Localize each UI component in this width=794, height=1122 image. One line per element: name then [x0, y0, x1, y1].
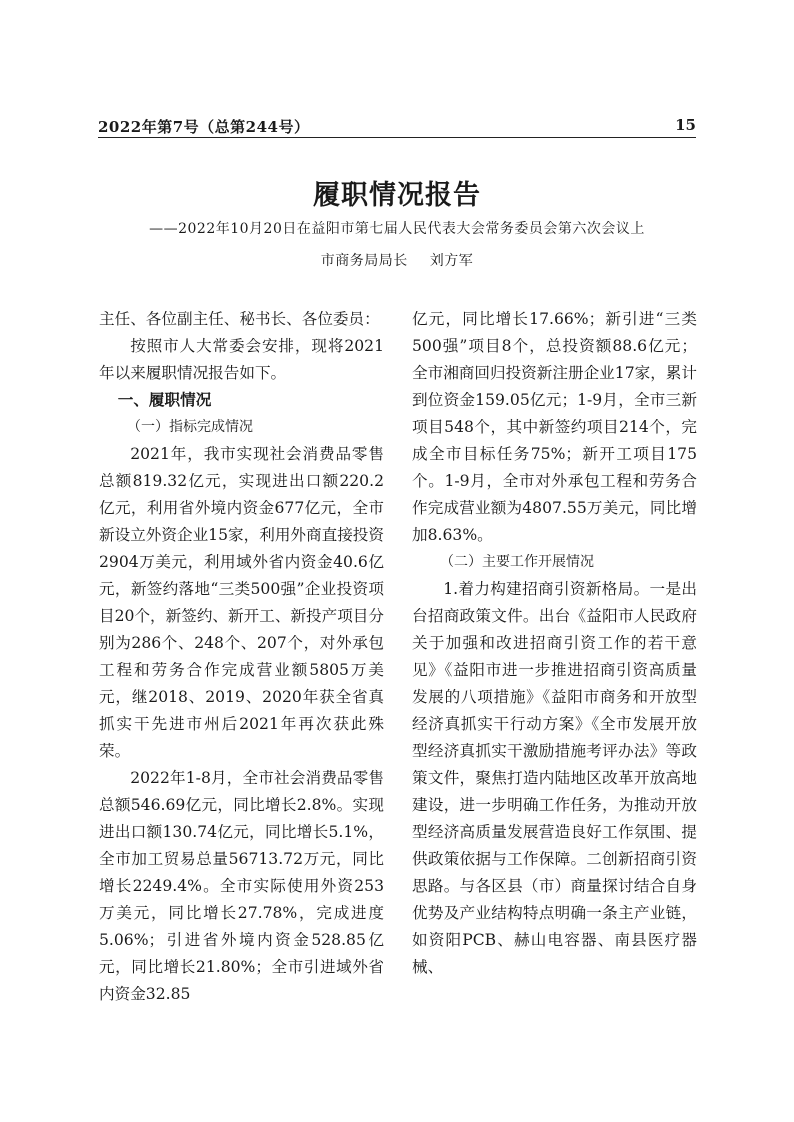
speaker-name: 刘方军 — [429, 253, 474, 269]
speaker-role: 市商务局局长 — [320, 253, 408, 269]
paragraph-2022-continued: 亿元，同比增长17.66%；新引进“三类500强”项目8个，总投资额88.6亿元；全市湘商回归投资新注册企业17家，累计到位资金159.05亿元；1-9月，全市三新项目548个，其中新签约项目214个，完成全市目标任务75%；新开工项目175个。1-9月，全市对外承包工程和劳务合作完成营业额为4807.55万美元，同比增加8.63%。 — [412, 310, 697, 544]
issue-label: 2022年第7号（总第244号） — [98, 118, 310, 136]
speaker-line — [0, 250, 794, 270]
section-heading-performance: 一、履职情况 — [117, 391, 212, 409]
header-divider — [98, 137, 696, 138]
salutation: 主任、各位副主任、秘书长、各位委员： — [99, 310, 380, 328]
report-subtitle: ——2022年10月20日在益阳市第七届人民代表大会常务委员会第六次会议上 — [149, 221, 645, 237]
page-number: 15 — [675, 116, 696, 134]
paragraph-2022: 2022年1-8月，全市社会消费品零售总额546.69亿元，同比增长2.8%。实现进出口额130.74亿元，同比增长5.1%，全市加工贸易总量56713.72万元，同比增长2249.4%。全市实际使用外资253万美元，同比增长27.78%，完成进度5.06%；引进省外境内资金528.85亿元，同比增长21.80%；全市引进域外省内资金32.85 — [99, 769, 384, 1003]
left-column — [99, 306, 384, 1008]
right-column — [412, 306, 697, 981]
running-header — [98, 114, 696, 138]
paragraph-2021: 2021年，我市实现社会消费品零售总额819.32亿元，实现进出口额220.2亿元，利用省外境内资金677亿元，全市新设立外资企业15家，利用外商直接投资2904万美元，利用域外省内资金40.6亿元，新签约落地“三类500强”企业投资项目20个，新签约、新开工、新投产项目分别为286个、248个、207个，对外承包工程和劳务合作完成营业额5805万美元，继2018、2019、2020年获全省真抓实干先进市州后2021年再次获此殊荣。 — [99, 445, 384, 760]
subsection-heading-work: （二）主要工作开展情况 — [440, 554, 594, 570]
intro-paragraph: 按照市人大常委会安排，现将2021年以来履职情况报告如下。 — [99, 337, 384, 382]
subsection-heading-indicators: （一）指标完成情况 — [127, 419, 253, 435]
report-title: 履职情况报告 — [313, 180, 481, 211]
paragraph-investment-work: 1.着力构建招商引资新格局。一是出台招商政策文件。出台《益阳市人民政府关于加强和改进招商引资工作的若干意见》《益阳市进一步推进招商引资高质量发展的八项措施》《益阳市商务和开放型经济真抓实干行动方案》《全市发展开放型经济真抓实干激励措施考评办法》等政策文件，聚焦打造内陆地区改革开放高地建设，进一步明确工作任务，为推动开放型经济高质量发展营造良好工作氛围、提供政策依据与工作保障。二创新招商引资思路。与各区县（市）商量探讨结合自身优势及产业结构特点明确一条主产业链，如资阳PCB、赫山电容器、南县医疗器械、 — [412, 580, 697, 976]
